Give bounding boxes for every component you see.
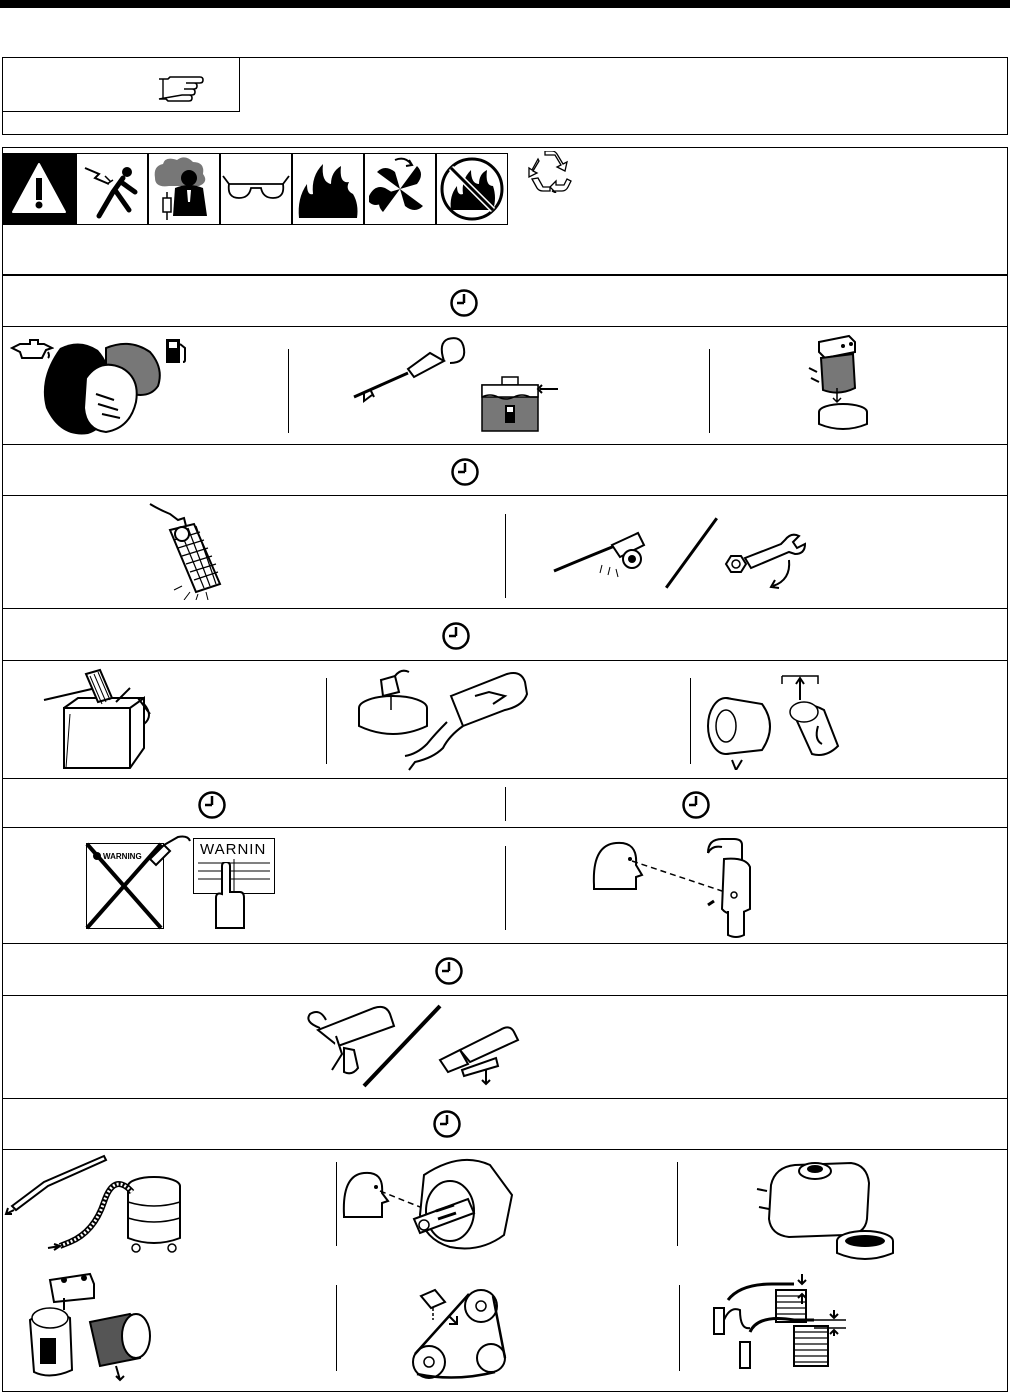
divider [679,1285,680,1371]
divider [326,678,327,764]
interval-header-1 [2,275,1008,327]
clock-icon [450,457,480,487]
fire-icon [292,153,364,225]
head-inspect-icon [590,835,780,940]
fuel-pump-icon [163,336,189,366]
divider [505,787,506,821]
divider [677,1162,678,1246]
fumes-icon [148,153,220,225]
interval-header-3 [2,608,1008,661]
vacuum-clean-icon [4,1152,184,1256]
belt-inspect-icon [405,1278,515,1382]
safety-glasses-icon [220,153,292,225]
generator-clean-icon [755,1155,900,1265]
brush-hand-icon [140,833,192,867]
clock-icon [441,621,471,651]
clock-icon [432,1109,462,1139]
clock-icon [434,956,464,986]
interval-header-2 [2,444,1008,496]
interval-header-5 [2,943,1008,996]
divider [288,349,289,433]
clock-icon [449,288,479,318]
pointing-finger-icon [212,862,246,930]
divider [505,514,506,598]
divider [709,349,710,433]
pointing-hand-icon [156,74,204,102]
interval-header-6 [2,1098,1008,1150]
air-filter-cleaning-icon [140,500,230,600]
note-label-box [2,57,240,112]
slip-ring-inspect-icon [340,1155,520,1253]
wrench-tighten-icon [715,530,810,595]
fuel-tank-icon [478,375,558,433]
brush-cleaning-icon [552,525,652,585]
label-warning-text: WARNIN [200,841,267,858]
warning-triangle-icon [2,153,76,225]
top-rule [0,0,1010,8]
divider [336,1285,337,1371]
dipstick-icon [350,333,480,413]
clock-icon [197,790,227,820]
divider [505,846,506,930]
moving-parts-icon [364,153,436,225]
divider [690,678,691,764]
fuel-filter-icon [805,332,875,432]
label-warning-text: WARNING [103,852,142,861]
no-flame-icon [436,153,508,225]
oil-change-icon [355,666,530,772]
electric-shock-icon [76,153,148,225]
oil-filter-change-icon [702,670,852,770]
clock-icon [681,790,711,820]
battery-cleaning-icon [40,668,155,772]
brush-inspect-icon [710,1270,860,1385]
spark-arrestor-clean-icon [300,1000,530,1090]
divider [336,1162,337,1246]
recycle-icon [528,151,572,193]
air-cleaner-replace-icon [20,1270,160,1385]
